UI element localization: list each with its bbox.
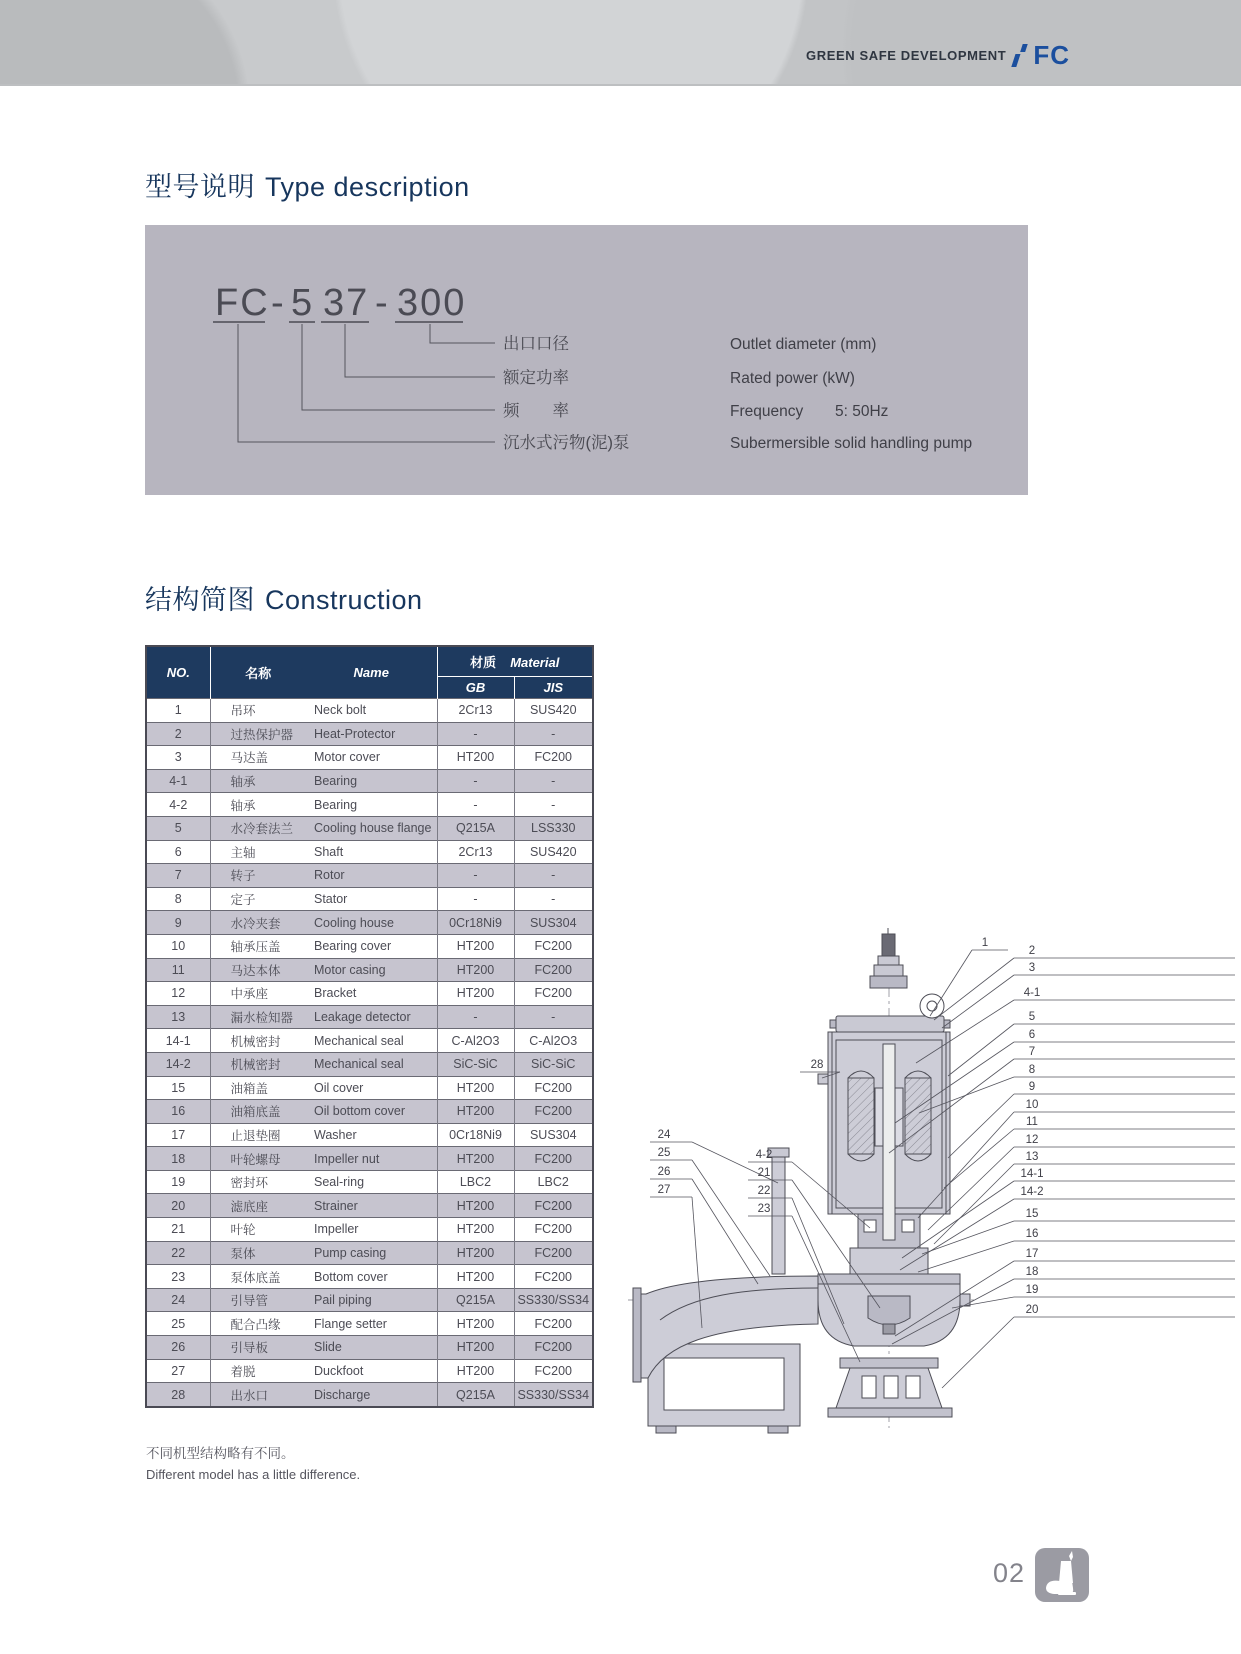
cell-jis: SUS304 — [514, 1123, 593, 1147]
cell-zh: 水冷夹套 — [210, 911, 306, 935]
cell-en: Strainer — [306, 1194, 437, 1218]
cell-en: Bearing — [306, 793, 437, 817]
cell-no: 21 — [146, 1218, 210, 1242]
callout-label: 6 — [1028, 1029, 1036, 1041]
cell-en: Duckfoot — [306, 1359, 437, 1383]
cell-gb: - — [437, 887, 514, 911]
cell-en: Impeller — [306, 1218, 437, 1242]
cell-gb: HT200 — [437, 1218, 514, 1242]
cell-zh: 定子 — [210, 887, 306, 911]
cell-zh: 出水口 — [210, 1383, 306, 1407]
cell-en: Leakage detector — [306, 1005, 437, 1029]
callout-label: 17 — [1025, 1248, 1039, 1260]
cell-no: 16 — [146, 1100, 210, 1124]
cell-en: Washer — [306, 1123, 437, 1147]
cell-no: 19 — [146, 1170, 210, 1194]
cell-jis: - — [514, 793, 593, 817]
cell-zh: 马达本体 — [210, 958, 306, 982]
cell-no: 14-1 — [146, 1029, 210, 1053]
cell-zh: 油箱盖 — [210, 1076, 306, 1100]
table-row — [146, 1005, 593, 1029]
brand-name: FC — [1033, 40, 1070, 70]
table-row — [146, 1076, 593, 1100]
table-row — [146, 746, 593, 770]
table-row — [146, 816, 593, 840]
col-header-name-en: Name — [306, 646, 437, 699]
cell-no: 17 — [146, 1123, 210, 1147]
cell-no: 26 — [146, 1336, 210, 1360]
cell-en: Discharge — [306, 1383, 437, 1407]
cell-zh: 马达盖 — [210, 746, 306, 770]
discharge-port — [818, 1074, 828, 1084]
cell-gb: HT200 — [437, 746, 514, 770]
table-row — [146, 1288, 593, 1312]
construction-table-body — [146, 699, 593, 1407]
callout-label: 5 — [1028, 1011, 1036, 1023]
table-row — [146, 1029, 593, 1053]
table-row — [146, 1241, 593, 1265]
cell-zh: 漏水检知器 — [210, 1005, 306, 1029]
cell-no: 28 — [146, 1383, 210, 1407]
guide-pipe — [772, 1156, 785, 1274]
header-tagline: GREEN SAFE DEVELOPMENT — [806, 48, 1007, 63]
cell-jis: SiC-SiC — [514, 1052, 593, 1076]
cell-en: Neck bolt — [306, 699, 437, 723]
cell-en: Motor casing — [306, 958, 437, 982]
cell-zh: 主轴 — [210, 840, 306, 864]
callout-label: 27 — [657, 1184, 671, 1196]
cell-gb: - — [437, 769, 514, 793]
cell-no: 23 — [146, 1265, 210, 1289]
cell-gb: HT200 — [437, 1359, 514, 1383]
cell-zh: 轴承 — [210, 769, 306, 793]
cell-no: 14-2 — [146, 1052, 210, 1076]
table-row — [146, 934, 593, 958]
cell-zh: 叶轮 — [210, 1218, 306, 1242]
cell-jis: FC200 — [514, 746, 593, 770]
table-row — [146, 958, 593, 982]
cell-gb: - — [437, 793, 514, 817]
callout-label: 2 — [1028, 945, 1036, 957]
cell-gb: HT200 — [437, 958, 514, 982]
cell-zh: 泵体底盖 — [210, 1265, 306, 1289]
legend-label-en: Outlet diameter (mm) — [730, 336, 877, 353]
cell-jis: - — [514, 769, 593, 793]
cell-zh: 水冷套法兰 — [210, 816, 306, 840]
col-header-name-zh: 名称 — [210, 646, 306, 699]
model-part: 5 — [291, 282, 315, 324]
cell-no: 1 — [146, 699, 210, 723]
callout-label: 23 — [757, 1203, 771, 1215]
legend-label-en: Rated power (kW) — [730, 370, 855, 387]
cell-zh: 引导板 — [210, 1336, 306, 1360]
callout-label: 9 — [1028, 1081, 1036, 1093]
model-part: - — [375, 282, 390, 324]
model-legend-svg — [145, 225, 1028, 495]
cell-zh: 配合凸缘 — [210, 1312, 306, 1336]
callout-label: 4-2 — [755, 1149, 773, 1161]
cell-jis: FC200 — [514, 1218, 593, 1242]
cell-zh: 转子 — [210, 864, 306, 888]
callout-label: 15 — [1025, 1208, 1039, 1220]
cell-no: 12 — [146, 982, 210, 1006]
cell-gb: HT200 — [437, 1336, 514, 1360]
cell-gb: - — [437, 864, 514, 888]
cell-en: Stator — [306, 887, 437, 911]
cell-en: Motor cover — [306, 746, 437, 770]
cell-gb: LBC2 — [437, 1170, 514, 1194]
model-part: 37 — [323, 282, 370, 324]
cell-jis: C-Al2O3 — [514, 1029, 593, 1053]
cell-en: Shaft — [306, 840, 437, 864]
cell-en: Pump casing — [306, 1241, 437, 1265]
col-header-gb: GB — [437, 677, 514, 699]
cell-en: Heat-Protector — [306, 722, 437, 746]
cell-gb: C-Al2O3 — [437, 1029, 514, 1053]
cell-jis: SS330/SS34 — [514, 1288, 593, 1312]
cell-no: 15 — [146, 1076, 210, 1100]
cell-zh: 叶轮螺母 — [210, 1147, 306, 1171]
table-row — [146, 722, 593, 746]
callout-label: 12 — [1025, 1134, 1039, 1146]
cell-en: Cooling house flange — [306, 816, 437, 840]
cell-jis: FC200 — [514, 1194, 593, 1218]
legend-label-zh: 出口口径 — [503, 335, 569, 353]
col-header-no: NO. — [146, 646, 210, 699]
cell-en: Rotor — [306, 864, 437, 888]
type-title-zh: 型号说明 — [145, 172, 255, 202]
cell-jis: FC200 — [514, 1336, 593, 1360]
table-row — [146, 1336, 593, 1360]
cell-en: Seal-ring — [306, 1170, 437, 1194]
cell-gb: 0Cr18Ni9 — [437, 1123, 514, 1147]
cell-jis: - — [514, 864, 593, 888]
cell-zh: 轴承压盖 — [210, 934, 306, 958]
motor-cover — [836, 1016, 944, 1032]
legend-label-zh: 沉水式污物(泥)泵 — [503, 434, 630, 452]
table-row — [146, 911, 593, 935]
cell-jis: FC200 — [514, 1241, 593, 1265]
cell-gb: 0Cr18Ni9 — [437, 911, 514, 935]
cell-zh: 吊环 — [210, 699, 306, 723]
cell-gb: Q215A — [437, 1383, 514, 1407]
callout-label: 18 — [1025, 1266, 1039, 1278]
cell-gb: HT200 — [437, 1147, 514, 1171]
cell-zh: 滤底座 — [210, 1194, 306, 1218]
callout-label: 19 — [1025, 1284, 1039, 1296]
cell-jis: FC200 — [514, 1147, 593, 1171]
cell-gb: - — [437, 722, 514, 746]
callout-label: 25 — [657, 1147, 671, 1159]
callout-label: 16 — [1025, 1228, 1039, 1240]
type-title-en: Type description — [265, 172, 470, 202]
callout-label: 1 — [981, 937, 989, 949]
cell-zh: 密封环 — [210, 1170, 306, 1194]
cell-gb: - — [437, 1005, 514, 1029]
cell-jis: SUS420 — [514, 699, 593, 723]
cell-zh: 着脱 — [210, 1359, 306, 1383]
cell-jis: FC200 — [514, 982, 593, 1006]
table-row — [146, 1052, 593, 1076]
pump-drawing — [628, 928, 974, 1433]
cell-no: 4-2 — [146, 793, 210, 817]
col-header-material — [437, 646, 593, 677]
cell-zh: 轴承 — [210, 793, 306, 817]
cell-jis: - — [514, 1005, 593, 1029]
footer-pump-icon — [1035, 1548, 1089, 1602]
discharge-flange — [633, 1288, 641, 1382]
cell-gb: HT200 — [437, 1265, 514, 1289]
table-row — [146, 1123, 593, 1147]
callout-label: 4-1 — [1023, 987, 1041, 999]
cell-en: Bottom cover — [306, 1265, 437, 1289]
callout-label: 7 — [1028, 1046, 1036, 1058]
shaft — [883, 1044, 895, 1240]
cell-zh: 引导管 — [210, 1288, 306, 1312]
cell-jis: SUS420 — [514, 840, 593, 864]
cell-no: 25 — [146, 1312, 210, 1336]
table-row — [146, 1265, 593, 1289]
callout-label: 24 — [657, 1129, 671, 1141]
cell-gb: SiC-SiC — [437, 1052, 514, 1076]
cell-gb: HT200 — [437, 982, 514, 1006]
table-row — [146, 1170, 593, 1194]
page-number: 02 — [993, 1558, 1026, 1588]
cell-gb: HT200 — [437, 1100, 514, 1124]
pump-icon — [1035, 1548, 1089, 1602]
stator-winding — [848, 1078, 874, 1154]
callout-label: 10 — [1025, 1099, 1039, 1111]
cell-en: Oil bottom cover — [306, 1100, 437, 1124]
cell-en: Pail piping — [306, 1288, 437, 1312]
cell-jis: - — [514, 722, 593, 746]
cell-jis: SS330/SS34 — [514, 1383, 593, 1407]
table-row — [146, 982, 593, 1006]
cell-en: Bearing cover — [306, 934, 437, 958]
callout-label: 26 — [657, 1166, 671, 1178]
cell-jis: FC200 — [514, 1265, 593, 1289]
material-header-zh: 材质 — [470, 655, 497, 670]
col-header-jis: JIS — [514, 677, 593, 699]
cell-no: 13 — [146, 1005, 210, 1029]
lifting-eye — [920, 994, 944, 1018]
cell-gb: HT200 — [437, 1241, 514, 1265]
cell-gb: HT200 — [437, 1076, 514, 1100]
callout-label: 21 — [757, 1167, 771, 1179]
cell-zh: 中承座 — [210, 982, 306, 1006]
table-row — [146, 1383, 593, 1407]
construction-table — [145, 645, 594, 1408]
cell-gb: Q215A — [437, 1288, 514, 1312]
table-row — [146, 1312, 593, 1336]
cell-jis: LBC2 — [514, 1170, 593, 1194]
cell-zh: 止退垫圈 — [210, 1123, 306, 1147]
cell-jis: FC200 — [514, 1359, 593, 1383]
model-part: - — [271, 282, 286, 324]
cell-no: 5 — [146, 816, 210, 840]
callout-label: 28 — [810, 1059, 824, 1071]
callout-label: 14-1 — [1020, 1168, 1044, 1180]
table-row — [146, 1147, 593, 1171]
cell-no: 6 — [146, 840, 210, 864]
callout-label: 14-2 — [1020, 1186, 1044, 1198]
cell-no: 22 — [146, 1241, 210, 1265]
cell-no: 4-1 — [146, 769, 210, 793]
legend-label-en: Frequency — [730, 403, 804, 420]
cell-en: Bracket — [306, 982, 437, 1006]
legend-label-en: Subermersible solid handling pump — [730, 435, 973, 452]
table-row — [146, 1359, 593, 1383]
callout-label: 3 — [1028, 962, 1036, 974]
table-row — [146, 699, 593, 723]
construction-title-zh: 结构简图 — [145, 585, 255, 615]
callout-label: 22 — [757, 1185, 771, 1197]
legend-label-zh: 额定功率 — [503, 369, 569, 387]
slash-icon — [1012, 44, 1028, 67]
cell-jis: - — [514, 887, 593, 911]
cell-jis: FC200 — [514, 1076, 593, 1100]
cell-no: 7 — [146, 864, 210, 888]
table-row — [146, 1194, 593, 1218]
cell-zh: 过热保护器 — [210, 722, 306, 746]
construction-diagram — [612, 928, 1241, 1448]
table-row — [146, 793, 593, 817]
cell-gb: 2Cr13 — [437, 699, 514, 723]
construction-table-head — [146, 646, 593, 699]
cell-jis: FC200 — [514, 958, 593, 982]
cell-jis: LSS330 — [514, 816, 593, 840]
table-row — [146, 769, 593, 793]
legend-label-en2: 5: 50Hz — [835, 403, 889, 420]
cell-en: Impeller nut — [306, 1147, 437, 1171]
cell-no: 20 — [146, 1194, 210, 1218]
table-row — [146, 1218, 593, 1242]
cable-gland — [882, 934, 895, 956]
cell-no: 8 — [146, 887, 210, 911]
cell-no: 2 — [146, 722, 210, 746]
cell-zh: 机械密封 — [210, 1029, 306, 1053]
callout-label: 8 — [1028, 1064, 1036, 1076]
callout-label: 11 — [1026, 1116, 1038, 1128]
cell-en: Slide — [306, 1336, 437, 1360]
cell-no: 10 — [146, 934, 210, 958]
brand-logo — [806, 40, 1070, 71]
cell-no: 24 — [146, 1288, 210, 1312]
cell-jis: SUS304 — [514, 911, 593, 935]
model-part: FC — [215, 282, 270, 324]
table-row — [146, 887, 593, 911]
cell-en: Bearing — [306, 769, 437, 793]
cell-no: 18 — [146, 1147, 210, 1171]
cell-jis: FC200 — [514, 1312, 593, 1336]
cell-jis: FC200 — [514, 1100, 593, 1124]
footnote-en: Different model has a little difference. — [146, 1466, 361, 1482]
cell-gb: HT200 — [437, 1312, 514, 1336]
construction-section-title — [145, 578, 423, 617]
material-header-en: Material — [510, 655, 560, 670]
footnote-zh: 不同机型结构略有不同。 — [146, 1446, 295, 1461]
cell-no: 27 — [146, 1359, 210, 1383]
cell-no: 11 — [146, 958, 210, 982]
construction-title-en: Construction — [265, 585, 423, 615]
cell-zh: 泵体 — [210, 1241, 306, 1265]
cell-gb: HT200 — [437, 1194, 514, 1218]
oil-chamber — [850, 1248, 928, 1274]
table-row — [146, 1100, 593, 1124]
cell-zh: 机械密封 — [210, 1052, 306, 1076]
cell-gb: HT200 — [437, 934, 514, 958]
cell-gb: Q215A — [437, 816, 514, 840]
cell-en: Mechanical seal — [306, 1029, 437, 1053]
cell-en: Flange setter — [306, 1312, 437, 1336]
callout-label: 20 — [1025, 1304, 1039, 1316]
type-description-panel — [145, 225, 1028, 495]
type-section-title — [145, 165, 470, 204]
table-row — [146, 864, 593, 888]
cell-no: 9 — [146, 911, 210, 935]
model-part: 300 — [397, 282, 467, 324]
header-band — [0, 0, 1241, 86]
cell-no: 3 — [146, 746, 210, 770]
legend-label-zh: 频 率 — [503, 402, 569, 420]
callout-label: 13 — [1025, 1151, 1039, 1163]
table-footnote — [146, 1444, 360, 1485]
table-row — [146, 840, 593, 864]
cell-en: Mechanical seal — [306, 1052, 437, 1076]
cell-jis: FC200 — [514, 934, 593, 958]
stator-winding — [905, 1078, 931, 1154]
cell-zh: 油箱底盖 — [210, 1100, 306, 1124]
cell-gb: 2Cr13 — [437, 840, 514, 864]
cell-en: Oil cover — [306, 1076, 437, 1100]
cell-en: Cooling house — [306, 911, 437, 935]
